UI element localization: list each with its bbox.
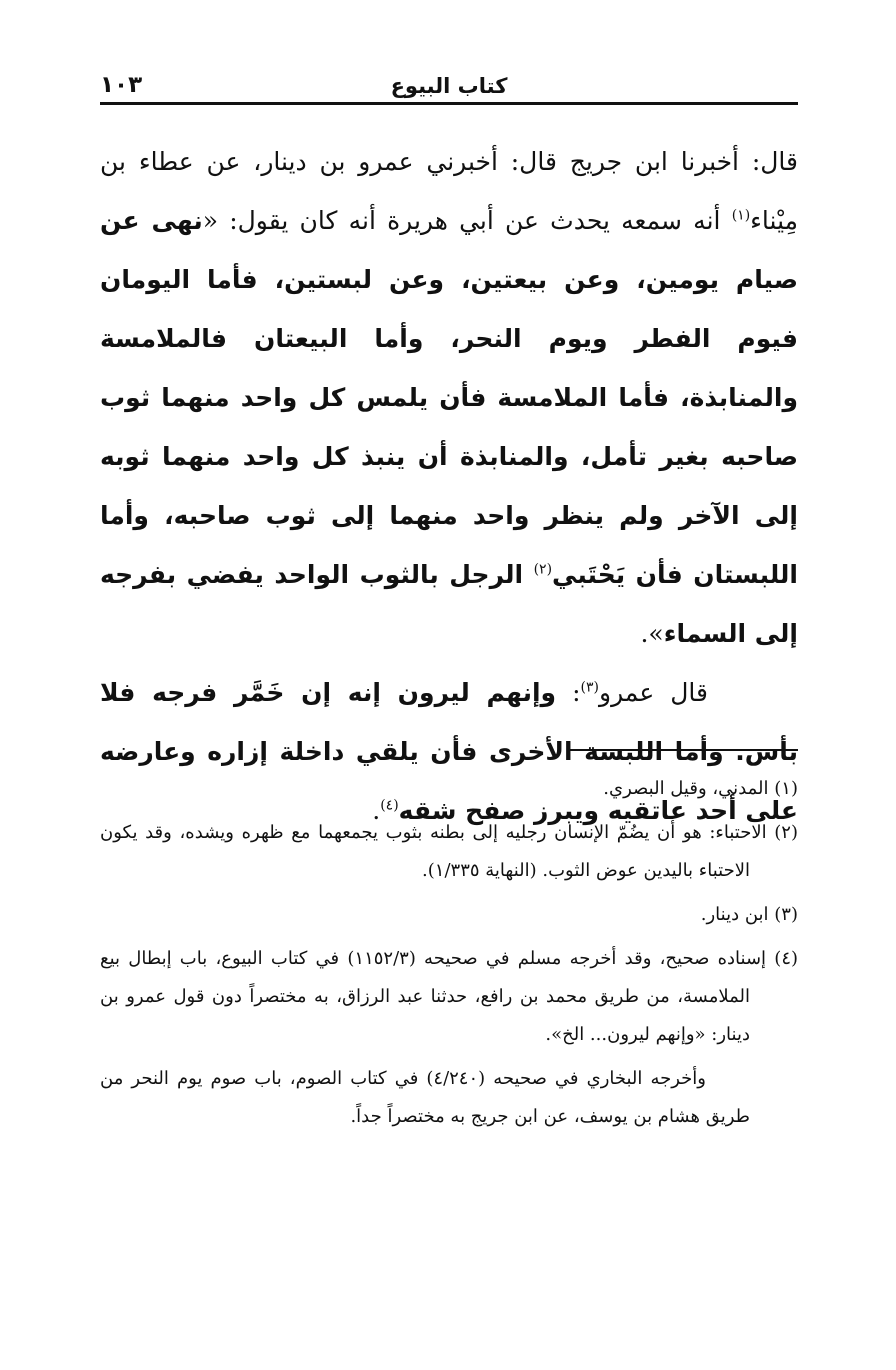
- amr-statement: وإنهم ليرون إنه إن خَمَّر فرجه فلا بأس. وأما اللبسة الأخرى فأن يلقي داخلة إزاره وعارضه على أحد عاتقيه ويبرز صفح شقه: [100, 678, 798, 825]
- footnote-1: [100, 770, 798, 808]
- footnote-separator: [568, 749, 798, 751]
- footnote-4-continuation: وأخرجه البخاري في صحيحه (٤/٢٤٠) في كتاب الصوم، باب صوم يوم النحر من طريق هشام بن يوسف، عن ابن جريج به مختصراً جداً.: [100, 1068, 750, 1127]
- amr-colon: :: [556, 678, 581, 707]
- hadith-text-end: الرجل بالثوب الواحد يفضي بفرجه إلى السماء: [100, 560, 798, 648]
- amr-intro: قال عمرو: [599, 678, 709, 707]
- paragraph-hadith: [100, 132, 798, 663]
- footnote-ref-1: (١): [731, 207, 751, 224]
- header-rule: [100, 102, 798, 105]
- footnote-number: (٤): [774, 948, 799, 969]
- running-header: [100, 72, 798, 104]
- page-number: ١٠٣: [100, 72, 143, 98]
- footnote-3: [100, 896, 798, 934]
- hadith-text: نهى عن صيام يومين، وعن بيعتين، وعن لبستين، فأما اليومان فيوم الفطر ويوم النحر، وأما البيعتان فالملامسة والمنابذة، فأما الملامسة فأن يلمس كل واحد منهما ثوب صاحبه بغير تأمل، والمنابذة أن ينبذ كل واحد منهما ثوبه إلى الآخر ولم ينظر واحد منهما إلى ثوب صاحبه، وأما اللبستان فأن يَحْتَبي: [100, 206, 798, 589]
- main-text: [100, 132, 798, 840]
- narration-intro: أنه سمعه يحدث عن أبي هريرة أنه كان يقول: «: [202, 206, 732, 235]
- footnote-text: إسناده صحيح، وقد أخرجه مسلم في صحيحه (١١٥٢/٣) في كتاب البيوع، باب إبطال بيع الملامسة، من طريق محمد بن رافع، حدثنا عبد الرزاق، به مختصراً دون قول عمرو بن دينار: «وإنهم ليرون... الخ».: [100, 948, 775, 1045]
- footnote-text: المدني، وقيل البصري.: [603, 778, 775, 799]
- footnote-number: (٣): [774, 904, 798, 925]
- footnote-ref-4: (٤): [380, 797, 399, 814]
- quote-close: ».: [640, 619, 664, 648]
- amr-end: .: [372, 796, 381, 825]
- footnote-ref-2: (٢): [533, 561, 553, 578]
- footnote-4: [100, 940, 798, 1054]
- footnote-ref-3: (٣): [580, 679, 600, 696]
- chapter-title: كتاب البيوع: [390, 74, 508, 98]
- footnotes: [100, 770, 798, 1136]
- narration-chain: قال: أخبرنا ابن جريج قال: أخبرني عمرو بن دينار، عن عطاء بن مِيْناء: [100, 147, 799, 235]
- footnote-number: (١): [774, 778, 798, 799]
- footnote-number: (٢): [774, 822, 798, 843]
- footnote-text: ابن دينار.: [700, 904, 775, 925]
- footnote-text: الاحتباء: هو أن يضُمّ الإنسان رجليه إلى بطنه بثوب يجمعهما مع ظهره ويشده، وقد يكون الاحتباء باليدين عوض الثوب. (النهاية ١/٣٣٥).: [100, 822, 775, 881]
- footnote-2: [100, 814, 798, 890]
